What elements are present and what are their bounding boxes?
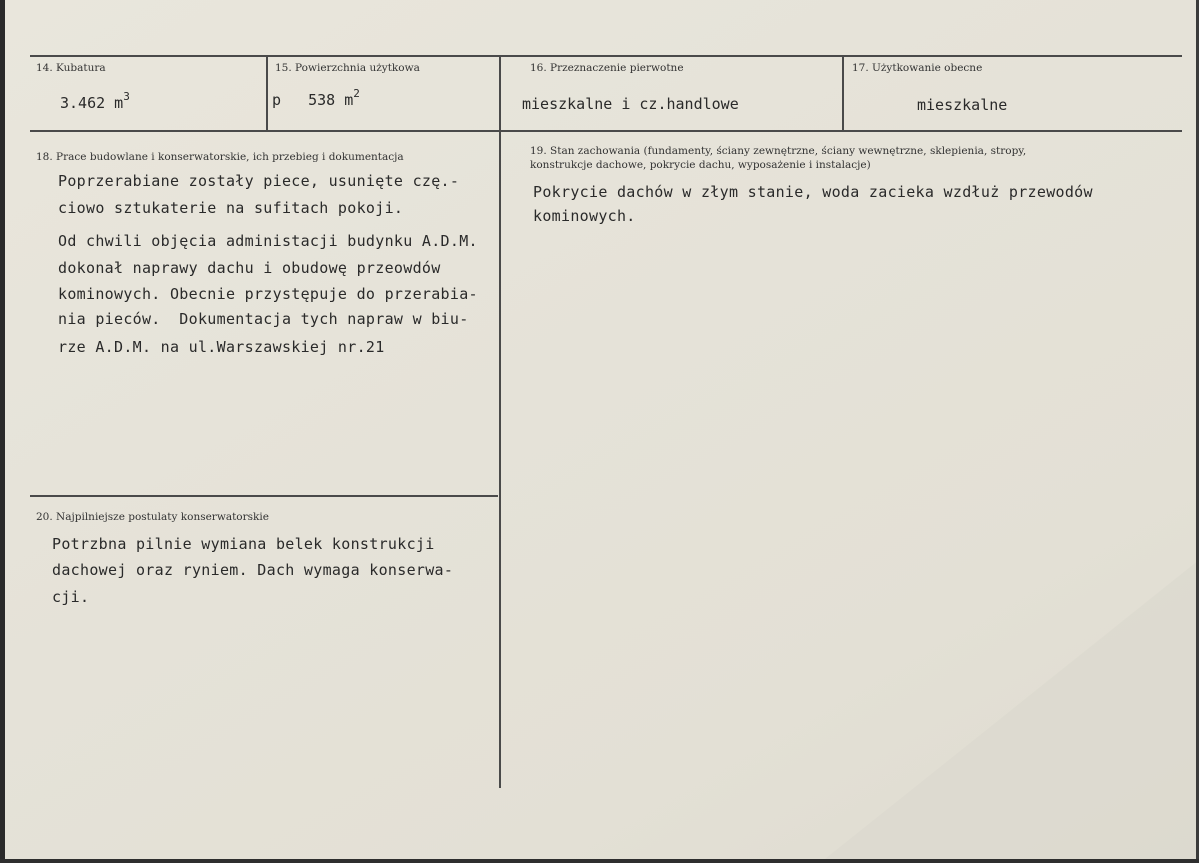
uzytkowanie-value: mieszkalne <box>917 96 1008 114</box>
kubatura-number: 3.462 m <box>60 94 124 112</box>
kubatura-value <box>60 90 130 112</box>
postulaty-line-2: dachowej oraz ryniem. Dach wymaga konserwa- <box>52 561 454 579</box>
prace-label: 18. Prace budowlane i konserwatorskie, ich przebieg i dokumentacja <box>36 151 404 163</box>
postulaty-label: 20. Najpilniejsze postulaty konserwatorskie <box>36 511 269 523</box>
prace-line-6: nia pieców. Dokumentacja tych napraw w biu- <box>58 310 469 328</box>
prace-line-4: dokonał naprawy dachu i obudowę przeowdów <box>58 259 441 277</box>
postulaty-line-1: Potrzbna pilnie wymiana belek konstrukcji <box>52 535 435 553</box>
prace-line-1: Poprzerabiane zostały piece, usunięte czę.- <box>58 172 460 190</box>
przeznaczenie-label: 16. Przeznaczenie pierwotne <box>530 62 684 74</box>
rule-v2 <box>499 55 501 788</box>
prace-line-7: rze A.D.M. na ul.Warszawskiej nr.21 <box>58 338 385 356</box>
stan-line-2: kominowych. <box>533 207 636 225</box>
rule-top <box>30 55 1182 57</box>
prace-line-5: kominowych. Obecnie przystępuje do przerabia- <box>58 285 478 303</box>
powierzchnia-label: 15. Powierzchnia użytkowa <box>275 62 420 74</box>
stan-label: 19. Stan zachowania (fundamenty, ściany zewnętrzne, ściany wewnętrzne, sklepienia, stropy, konstrukcje dachowe, pokrycie dachu, wyposażenie i instalacje) <box>530 145 1027 171</box>
scan-edge-bottom <box>0 859 1199 863</box>
scan-edge-left <box>0 0 5 863</box>
prace-line-2: ciowo sztukaterie na sufitach pokoji. <box>58 199 404 217</box>
powierzchnia-number: p 538 m <box>272 91 354 109</box>
rule-v3 <box>842 55 844 130</box>
kubatura-exponent: 3 <box>123 90 130 103</box>
rule-section-20-top <box>30 495 498 497</box>
uzytkowanie-label: 17. Użytkowanie obecne <box>852 62 983 74</box>
postulaty-line-3: cji. <box>52 588 90 606</box>
powierzchnia-exponent: 2 <box>353 87 360 100</box>
powierzchnia-value <box>272 87 360 109</box>
rule-header-bottom <box>30 130 1182 132</box>
przeznaczenie-value: mieszkalne i cz.handlowe <box>522 95 739 113</box>
kubatura-label: 14. Kubatura <box>36 62 106 74</box>
stan-line-1: Pokrycie dachów w złym stanie, woda zacieka wzdłuż przewodów <box>533 183 1093 201</box>
rule-v1 <box>266 55 268 130</box>
prace-line-3: Od chwili objęcia administacji budynku A.D.M. <box>58 232 478 250</box>
